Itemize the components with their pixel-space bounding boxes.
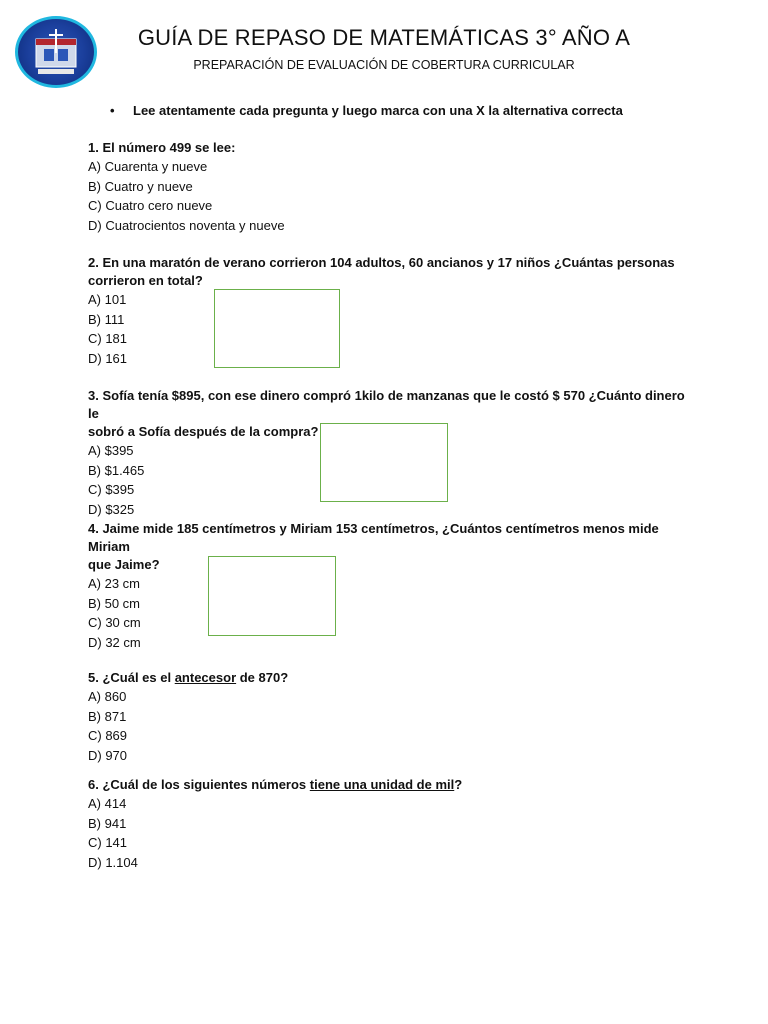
stem-text: 5. ¿Cuál es el <box>88 670 175 685</box>
answer-box-q3[interactable] <box>320 423 448 502</box>
answer-box-q4[interactable] <box>208 556 336 636</box>
stem-text: 6. ¿Cuál de los siguientes números <box>88 777 310 792</box>
option-d[interactable]: D) 970 <box>88 747 128 763</box>
stem-text-end: ? <box>454 777 463 792</box>
option-c[interactable]: C) 141 <box>88 835 128 850</box>
stem-text-end: de 870? <box>236 670 289 685</box>
option-b[interactable]: B) $1.465 <box>88 462 145 478</box>
option-c[interactable]: C) Cuatro cero nueve <box>88 198 213 213</box>
option-b[interactable]: B) 871 <box>88 708 127 724</box>
question-5 <box>88 669 688 765</box>
option-b[interactable]: B) 111 <box>88 311 125 327</box>
option-a[interactable]: A) 101 <box>88 292 127 307</box>
option-a[interactable]: A) Cuarenta y nueve <box>88 159 208 174</box>
question-4 <box>88 520 688 652</box>
option-a[interactable]: A) $395 <box>88 443 134 458</box>
option-c[interactable]: C) 181 <box>88 331 128 346</box>
question-6 <box>88 776 688 872</box>
question-1 <box>88 139 688 235</box>
question-stem-line1: 3. Sofía tenía $895, con ese dinero compró 1kilo de manzanas que le costó $ 570 ¿Cuánto dinero le <box>88 388 685 421</box>
option-c[interactable]: C) $395 <box>88 482 135 497</box>
question-stem-line2: que Jaime? <box>88 557 160 572</box>
answer-box-q2[interactable] <box>214 289 340 368</box>
question-stem-line1: 4. Jaime mide 185 centímetros y Miriam 153 centímetros, ¿Cuántos centímetros menos mide Miriam <box>88 521 659 554</box>
option-d[interactable]: D) 161 <box>88 350 128 366</box>
bullet: • <box>110 103 115 118</box>
page-subtitle: PREPARACIÓN DE EVALUACIÓN DE COBERTURA CURRICULAR <box>193 58 575 72</box>
option-b[interactable]: B) 50 cm <box>88 595 141 611</box>
question-stem: 1. El número 499 se lee: <box>88 140 236 155</box>
page-title: GUÍA DE REPASO DE MATEMÁTICAS 3° AÑO A <box>137 25 631 50</box>
question-stem <box>88 776 688 794</box>
option-b[interactable]: B) Cuatro y nueve <box>88 178 193 194</box>
question-stem-line2: corrieron en total? <box>88 273 203 288</box>
stem-underlined-term: tiene una unidad de mil <box>309 777 455 792</box>
option-d[interactable]: D) Cuatrocientos noventa y nueve <box>88 217 285 233</box>
option-a[interactable]: A) 23 cm <box>88 576 141 591</box>
option-a[interactable]: A) 414 <box>88 796 127 811</box>
option-d[interactable]: D) 1.104 <box>88 854 138 870</box>
instruction-text: Lee atentamente cada pregunta y luego marca con una X la alternativa correcta <box>133 103 623 118</box>
question-stem <box>88 669 688 687</box>
stem-underlined-term: antecesor <box>174 670 237 685</box>
question-stem-line1: 2. En una maratón de verano corrieron 104 adultos, 60 ancianos y 17 niños ¿Cuántas personas <box>88 255 675 270</box>
option-d[interactable]: D) 32 cm <box>88 634 141 650</box>
question-stem-line2: sobró a Sofía después de la compra? <box>88 424 319 439</box>
option-a[interactable]: A) 860 <box>88 689 127 704</box>
option-b[interactable]: B) 941 <box>88 815 127 831</box>
option-d[interactable]: D) $325 <box>88 501 135 517</box>
question-2 <box>88 254 688 368</box>
instruction <box>112 103 623 118</box>
option-c[interactable]: C) 869 <box>88 728 128 743</box>
option-c[interactable]: C) 30 cm <box>88 615 141 630</box>
